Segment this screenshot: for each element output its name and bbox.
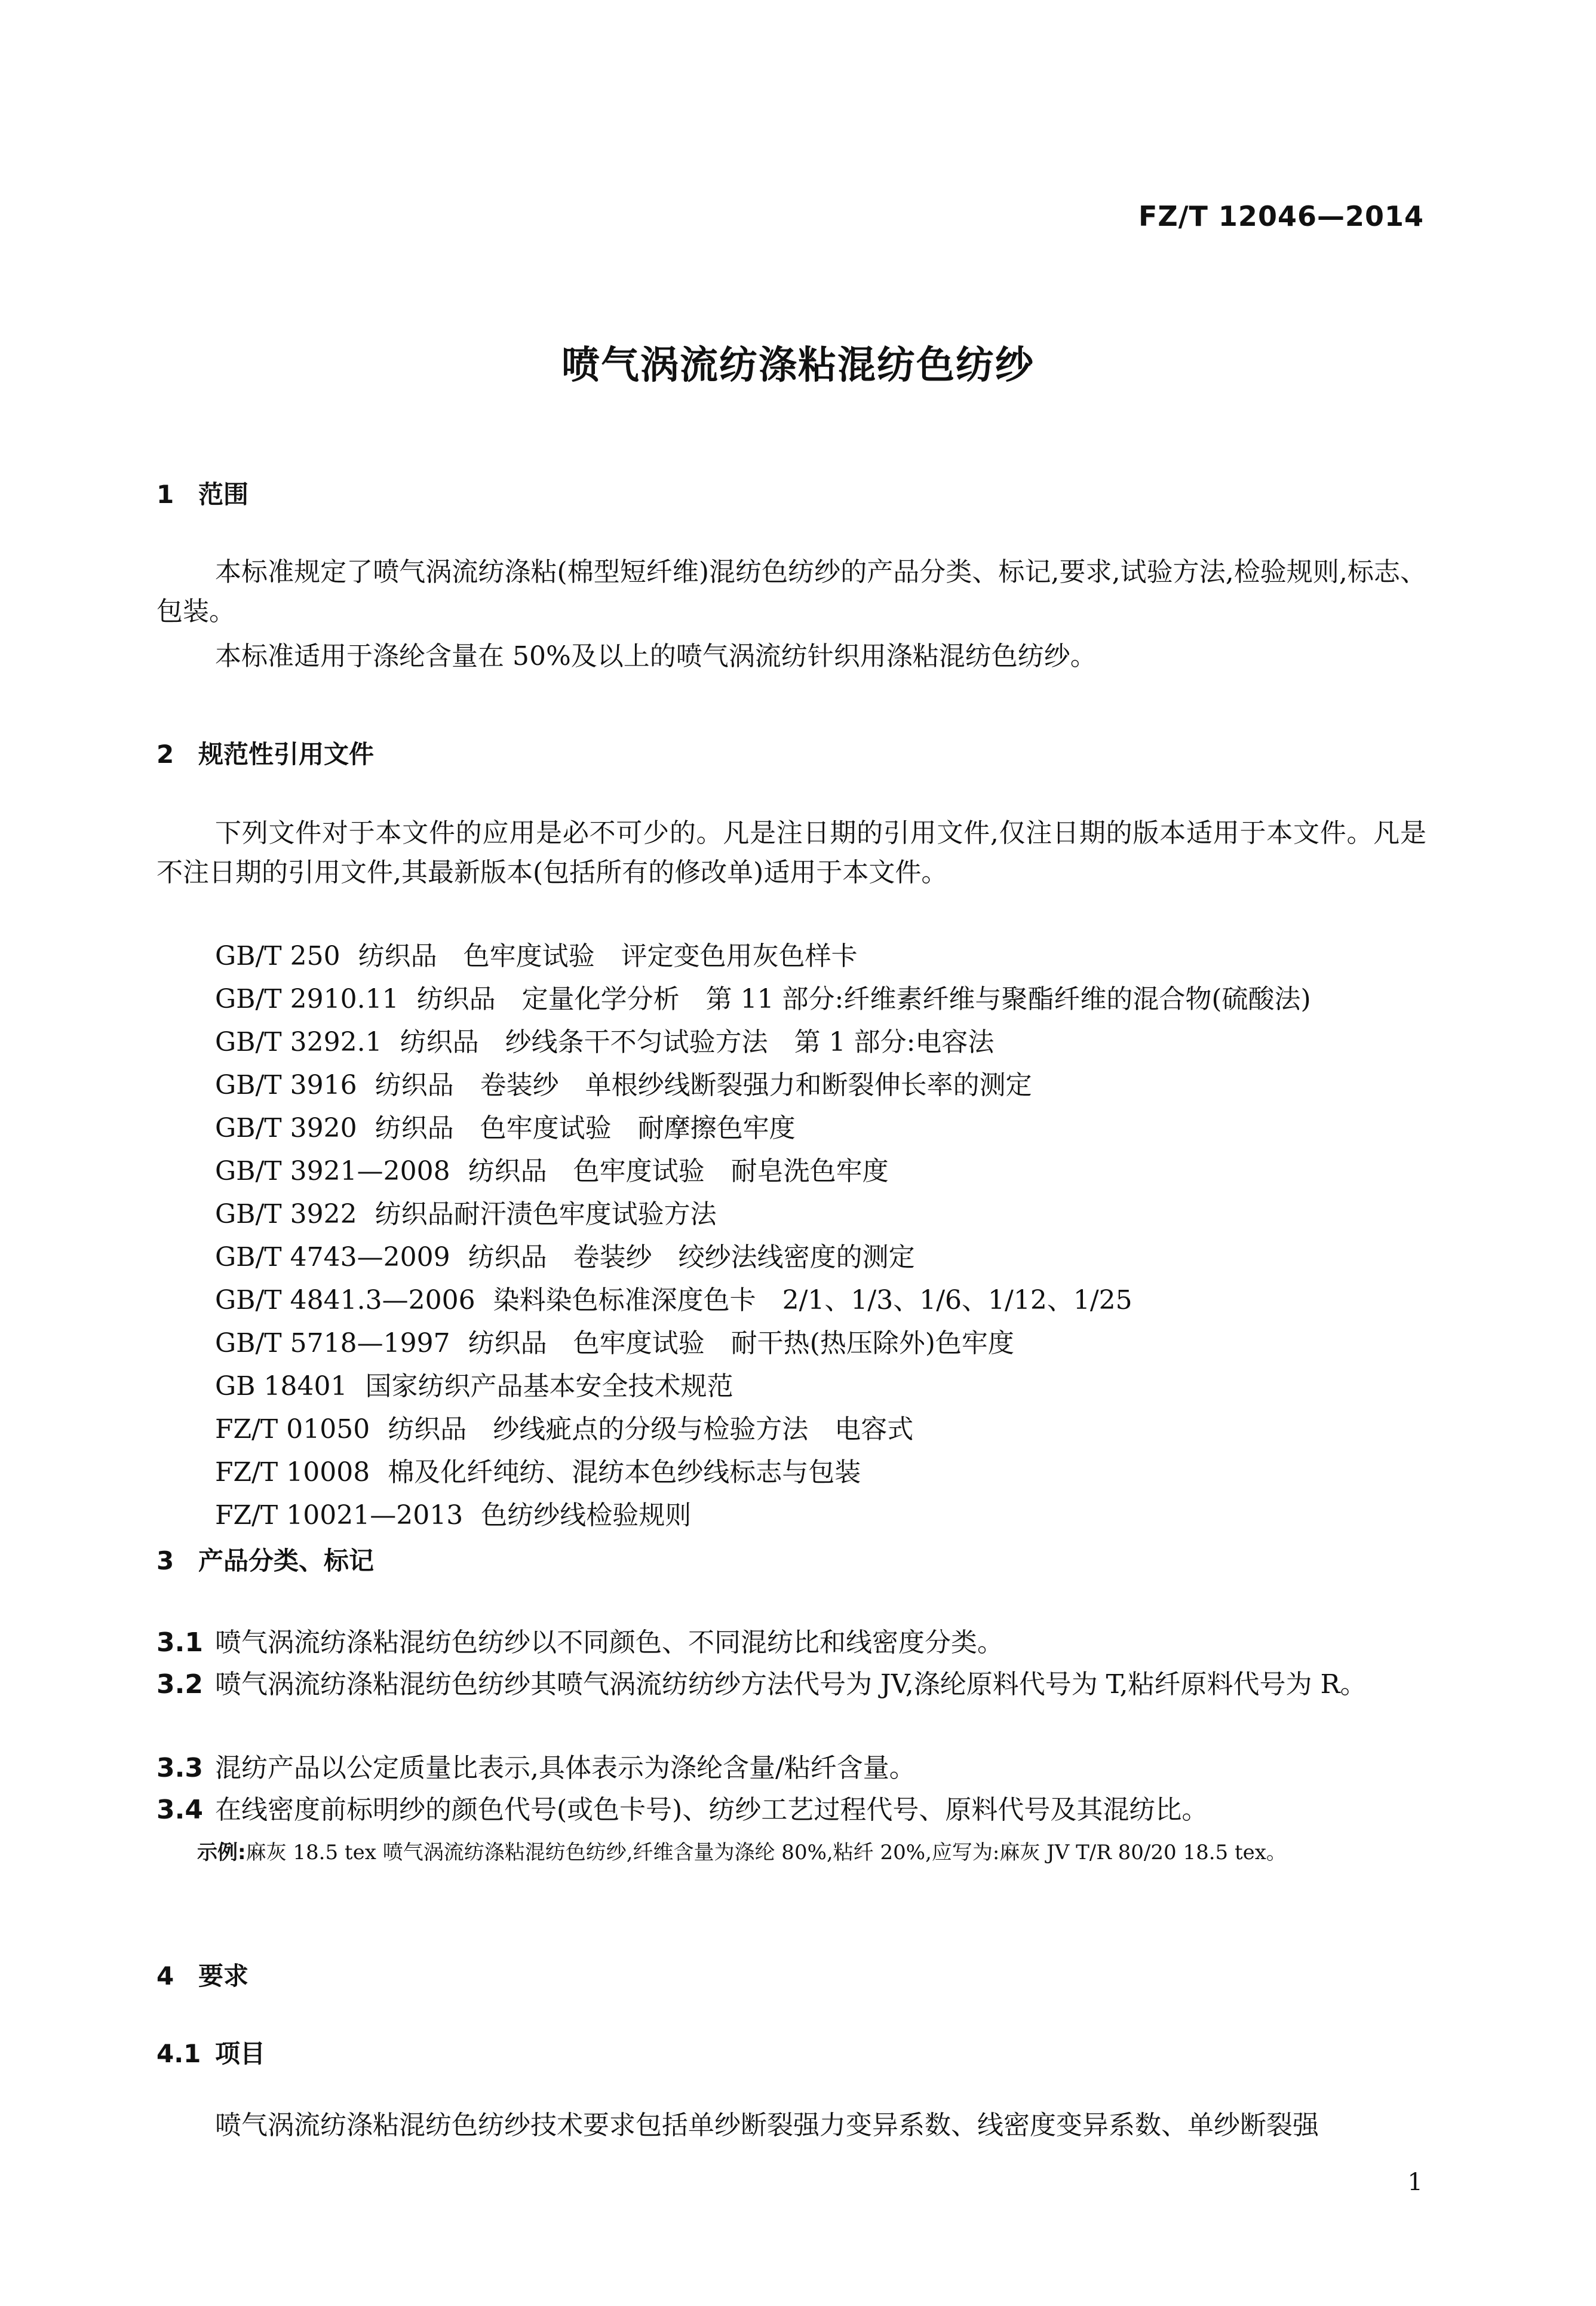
clause-number: 3.3 [156,1753,203,1783]
clause-3-3 [156,1747,1426,1789]
section-number: 3 [156,1546,174,1575]
reference-item [215,1150,1311,1193]
subsection-4-1-heading [156,2034,265,2070]
reference-item [215,1193,1311,1236]
reference-code: GB/T 3916 [215,1070,357,1100]
scope-paragraph-2: 本标准适用于涤纶含量在 50%及以上的喷气涡流纺针织用涤粘混纺色纺纱。 [215,641,1097,671]
section-title: 范围 [198,480,249,509]
reference-title: 纺织品 色牢度试验 耐皂洗色牢度 [468,1156,889,1186]
section-title: 产品分类、标记 [198,1546,375,1575]
reference-code: GB/T 4841.3—2006 [215,1285,475,1315]
reference-code: GB 18401 [215,1371,348,1402]
reference-code: GB/T 2910.11 [215,984,399,1014]
reference-code: GB/T 3921—2008 [215,1156,450,1186]
reference-code: GB/T 3292.1 [215,1027,382,1057]
reference-code: GB/T 250 [215,941,340,971]
reference-code: FZ/T 10021—2013 [215,1500,464,1531]
reference-list [215,935,1311,1537]
clause-text: 混纺产品以公定质量比表示,具体表示为涤纶含量/粘纤含量。 [215,1753,916,1783]
reference-item [215,1021,1311,1064]
section-title: 规范性引用文件 [198,740,375,769]
reference-code: GB/T 3920 [215,1113,357,1143]
reference-title: 纺织品 色牢度试验 耐干热(热压除外)色牢度 [468,1328,1014,1359]
reference-item [215,1408,1311,1451]
section-number: 1 [156,480,174,509]
subsection-title: 项目 [215,2039,266,2068]
reference-code: FZ/T 10008 [215,1457,370,1488]
clause-3-1 [156,1622,1426,1664]
clause-3-2 [156,1664,1426,1706]
reference-item [215,1279,1311,1322]
reference-item [215,935,1311,978]
clause-number: 3.1 [156,1627,203,1658]
clause-3-4 [156,1789,1426,1831]
clause-text: 喷气涡流纺涤粘混纺色纺纱其喷气涡流纺纺纱方法代号为 JV,涤纶原料代号为 T,粘纤原料代号为 R。 [215,1669,1367,1700]
section-2-heading [156,735,374,771]
reference-code: GB/T 4743—2009 [215,1242,450,1272]
reference-title: 纺织品 纱线疵点的分级与检验方法 电容式 [388,1414,914,1445]
example-note [197,1836,1428,1869]
page-number: 1 [1407,2169,1423,2196]
reference-item [215,1365,1311,1408]
clause-text: 喷气涡流纺涤粘混纺色纺纱以不同颜色、不同混纺比和线密度分类。 [215,1627,1003,1658]
reference-item [215,1322,1311,1365]
subsection-number: 4.1 [156,2039,201,2068]
reference-title: 棉及化纤纯纺、混纺本色纱线标志与包装 [388,1457,861,1488]
reference-title: 染料染色标准深度色卡 2/1、1/3、1/6、1/12、1/25 [493,1285,1132,1315]
reference-title: 纺织品 色牢度试验 评定变色用灰色样卡 [358,941,858,971]
example-lead: 示例: [197,1841,246,1865]
requirements-paragraph: 喷气涡流纺涤粘混纺色纺纱技术要求包括单纱断裂强力变异系数、线密度变异系数、单纱断裂强 [215,2110,1319,2141]
section-number: 2 [156,740,174,769]
reference-item [215,1494,1311,1537]
section-1-heading [156,475,248,511]
reference-code: GB/T 5718—1997 [215,1328,450,1359]
section-title: 要求 [198,1961,249,1991]
reference-title: 色纺纱线检验规则 [481,1500,692,1531]
reference-code: GB/T 3922 [215,1199,357,1229]
scope-paragraph-1: 本标准规定了喷气涡流纺涤粘(棉型短纤维)混纺色纺纱的产品分类、标记,要求,试验方法,检验规则,标志、包装。 [156,557,1426,627]
clause-text: 在线密度前标明纱的颜色代号(或色卡号)、纺纱工艺过程代号、原料代号及其混纺比。 [215,1795,1208,1825]
section-3-heading [156,1541,374,1577]
references-intro: 下列文件对于本文件的应用是必不可少的。凡是注日期的引用文件,仅注日期的版本适用于本文件。凡是不注日期的引用文件,其最新版本(包括所有的修改单)适用于本文件。 [156,818,1426,888]
reference-title: 纺织品耐汗渍色牢度试验方法 [375,1199,717,1229]
section-number: 4 [156,1961,174,1991]
example-text: 麻灰 18.5 tex 喷气涡流纺涤粘混纺色纺纱,纤维含量为涤纶 80%,粘纤 20%,应写为:麻灰 JV T/R 80/20 18.5 tex。 [245,1841,1287,1865]
reference-title: 国家纺织产品基本安全技术规范 [365,1371,733,1402]
clause-number: 3.4 [156,1795,203,1825]
reference-title: 纺织品 卷装纱 绞纱法线密度的测定 [468,1242,915,1272]
reference-item [215,1236,1311,1279]
reference-title: 纺织品 定量化学分析 第 11 部分:纤维素纤维与聚酯纤维的混合物(硫酸法) [416,984,1311,1014]
reference-title: 纺织品 卷装纱 单根纱线断裂强力和断裂伸长率的测定 [375,1070,1032,1100]
reference-code: FZ/T 01050 [215,1414,370,1445]
reference-item [215,1064,1311,1107]
section-4-heading [156,1957,248,1992]
reference-item [215,978,1311,1021]
clause-number: 3.2 [156,1669,203,1700]
standard-code: FZ/T 12046—2014 [1138,200,1424,232]
reference-title: 纺织品 色牢度试验 耐摩擦色牢度 [375,1113,796,1143]
reference-item [215,1107,1311,1150]
reference-title: 纺织品 纱线条干不匀试验方法 第 1 部分:电容法 [400,1027,995,1057]
reference-item [215,1451,1311,1494]
document-title: 喷气涡流纺涤粘混纺色纺纱 [561,344,1035,388]
